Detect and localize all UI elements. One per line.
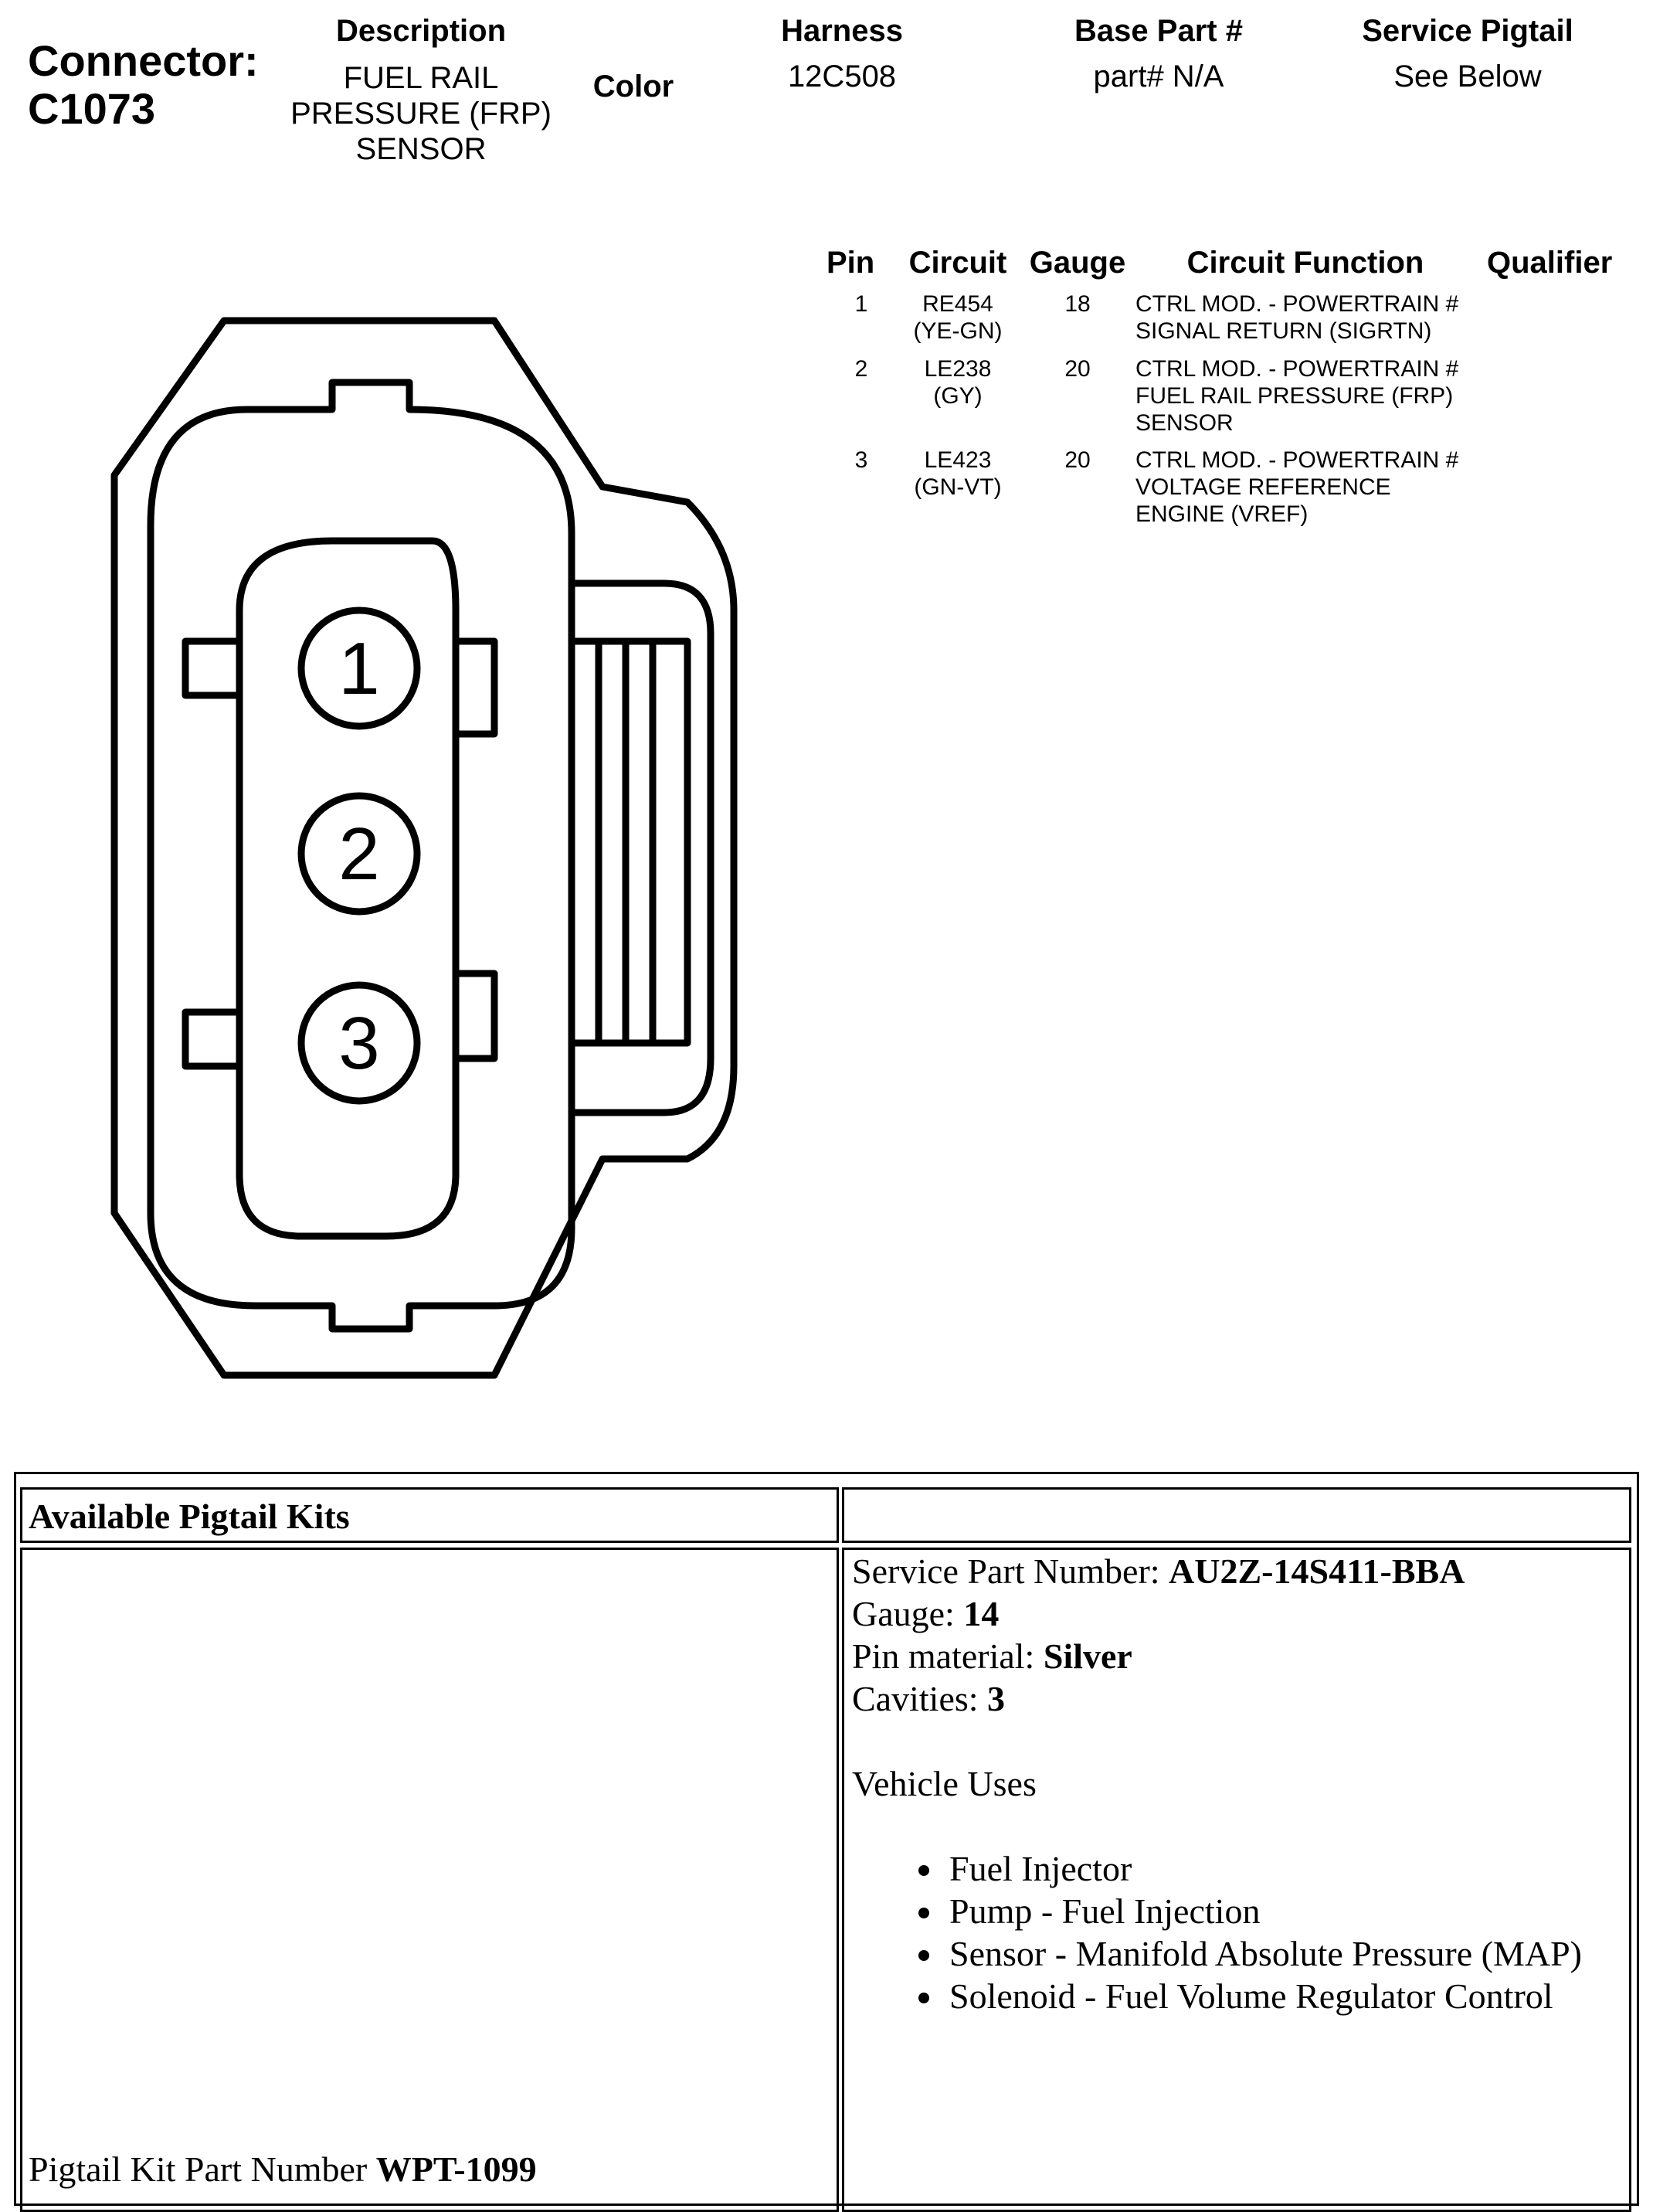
circuit-code: LE238: [924, 356, 992, 382]
service-pigtail-label: Service Pigtail: [1362, 14, 1573, 48]
circuit-function-header: Circuit Function: [1186, 246, 1424, 280]
function-line: FUEL RAIL PRESSURE (FRP): [1135, 383, 1454, 409]
harness-label: Harness: [781, 14, 903, 48]
gauge-value: 14: [963, 1594, 1000, 1633]
base-part-value: part# N/A: [1093, 59, 1224, 93]
function-cell: [1135, 355, 1491, 437]
service-part-line: [852, 1550, 1624, 1592]
description-line: PRESSURE (FRP): [290, 97, 552, 131]
function-line: ENGINE (VREF): [1135, 501, 1308, 527]
function-line: CTRL MOD. - POWERTRAIN #: [1135, 447, 1459, 473]
list-item: • Solenoid - Fuel Volume Regulator Control: [945, 1975, 1624, 2017]
outer-housing: [114, 321, 734, 1375]
function-line: SIGNAL RETURN (SIGRTN): [1135, 318, 1432, 344]
function-cell: [1135, 291, 1491, 345]
pin-number: 2: [854, 356, 868, 382]
color-label: Color: [592, 70, 674, 104]
pin-number: 1: [854, 291, 868, 317]
service-part-number: AU2Z-14S411-BBA: [1169, 1551, 1465, 1591]
base-part-label: Base Part #: [1074, 14, 1243, 48]
function-line: VOLTAGE REFERENCE: [1135, 474, 1391, 500]
pigtail-image-cell: [20, 1548, 839, 2212]
harness-value: 12C508: [787, 59, 897, 93]
gauge-header: Gauge: [1029, 246, 1126, 280]
connector-label: Connector:: [28, 36, 259, 85]
latch-frame: [572, 641, 687, 1043]
pin-label-1: 1: [338, 627, 380, 710]
cavities-line: [852, 1677, 1624, 1720]
tab-left-1: [185, 641, 239, 695]
connector-diagram: [93, 301, 757, 1398]
circuit-cell: [888, 291, 1027, 345]
pigtail-kits-header: Available Pigtail Kits: [20, 1487, 839, 1543]
circuit-cell: [888, 447, 1027, 501]
pin-material-line: [852, 1635, 1624, 1677]
circuit-header: Circuit: [908, 246, 1007, 280]
description-value: [266, 60, 575, 167]
circuit-code: LE423: [924, 447, 992, 473]
pigtail-kit-label: Pigtail Kit Part Number: [29, 2149, 376, 2189]
function-line: SENSOR: [1135, 410, 1234, 436]
tab-right-1: [456, 641, 494, 734]
tab-left-3: [185, 1012, 239, 1066]
function-cell: [1135, 447, 1491, 528]
gauge-cell: 20: [1064, 356, 1091, 382]
pin-material-label: Pin material:: [852, 1636, 1044, 1676]
circuit-color: (GN-VT): [914, 474, 1002, 500]
cavities-label: Cavities:: [852, 1679, 988, 1718]
gauge-label: Gauge:: [852, 1594, 964, 1633]
list-item: • Sensor - Manifold Absolute Pressure (MAP): [945, 1932, 1624, 1975]
service-part-cell: [842, 1548, 1631, 2212]
description-label: Description: [335, 14, 507, 48]
gauge-line: [852, 1592, 1624, 1635]
circuit-color: (GY): [933, 383, 983, 409]
pin-number: 3: [854, 447, 868, 473]
tab-right-3: [456, 973, 494, 1058]
service-pigtail-value: See Below: [1393, 59, 1542, 93]
pigtail-kit-number: WPT-1099: [375, 2149, 537, 2189]
cavities-value: 3: [987, 1679, 1006, 1718]
description-line: SENSOR: [355, 132, 487, 166]
circuit-cell: [888, 355, 1027, 409]
gauge-cell: 20: [1064, 447, 1091, 473]
pigtail-kit-part: [29, 2149, 537, 2190]
vehicle-uses-list: [852, 1847, 1624, 2017]
circuit-code: RE454: [922, 291, 993, 317]
service-part-label: Service Part Number:: [852, 1551, 1169, 1591]
list-item: • Pump - Fuel Injection: [945, 1890, 1624, 1932]
service-part-details: [852, 1550, 1624, 2017]
gauge-cell: 18: [1064, 291, 1091, 317]
function-line: CTRL MOD. - POWERTRAIN #: [1135, 291, 1459, 317]
connector-id: C1073: [28, 84, 156, 133]
pin-header: Pin: [826, 246, 875, 280]
kits-header-empty-cell: [842, 1487, 1631, 1543]
function-line: CTRL MOD. - POWERTRAIN #: [1135, 356, 1459, 382]
qualifier-header: Qualifier: [1487, 246, 1613, 280]
pin-label-2: 2: [338, 813, 380, 895]
description-line: FUEL RAIL: [343, 61, 499, 95]
vehicle-uses-label: Vehicle Uses: [852, 1764, 1037, 1803]
circuit-color: (YE-GN): [913, 318, 1003, 344]
list-item: • Fuel Injector: [945, 1847, 1624, 1890]
pin-material-value: Silver: [1043, 1636, 1132, 1676]
connector-title: [28, 37, 259, 133]
pin-label-3: 3: [338, 1002, 380, 1085]
